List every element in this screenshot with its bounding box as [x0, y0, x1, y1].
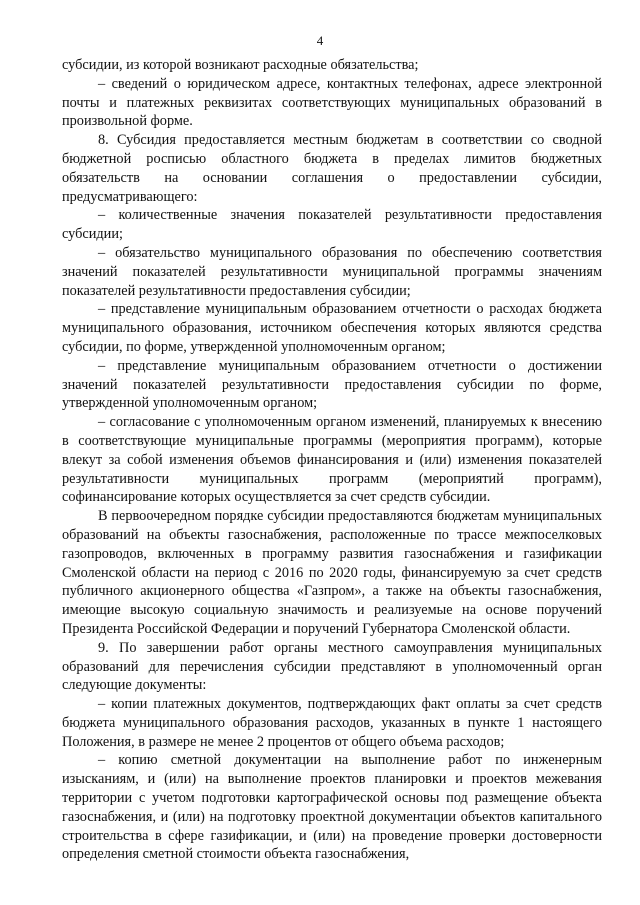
paragraph-contact-details: – сведений о юридическом адресе, контактных телефонах, адресе электронной почты и платежных реквизитах соответствующих муниципальных образований в произвольной форме. — [62, 75, 602, 130]
paragraph-item-8: 8. Субсидия предоставляется местным бюджетам в соответствии со сводной бюджетной росписью областного бюджета в пределах лимитов бюджетных обязательств на основании соглашения о предоставлении субсидии, предусматривающего: — [62, 132, 602, 205]
document-body — [62, 56, 602, 864]
paragraph-estimate-copy: – копию сметной документации на выполнение работ по инженерным изысканиям, и (или) на выполнение проектов планировки и проектов межевания территории с учетом подготовки картографической основы под размещение объекта газоснабжения, и (или) на подготовку проектной документации объектов капитального строительства в сфере газификации, и (или) на проведение проверки достоверности определения сметной стоимости объекта газоснабжения, — [62, 752, 602, 863]
paragraph-subsidy-obligations: субсидии, из которой возникают расходные обязательства; — [62, 57, 419, 73]
paragraph-item-9: 9. По завершении работ органы местного самоуправления муниципальных образований для перечисления субсидии представляют в уполномоченный орган следующие документы: — [62, 639, 602, 694]
paragraph-expense-reporting: – представление муниципальным образованием отчетности о расходах бюджета муниципального образования, источником обеспечения которых являются средства субсидии, по форме, утвержденной уполномоченным органом; — [62, 301, 602, 355]
paragraph-indicator-values: – количественные значения показателей результативности предоставления субсидии; — [62, 207, 602, 243]
paragraph-payment-copies: – копии платежных документов, подтверждающих факт оплаты за счет средств бюджета муниципального образования расходов, указанных в пункте 1 настоящего Положения, в размере не менее 2 процентов от общего объема расходов; — [62, 696, 602, 750]
page-number: 4 — [316, 33, 324, 48]
paragraph-compliance-obligation: – обязательство муниципального образования по обеспечению соответствия значений показателей результативности муниципальной программы значениям показателей результативности предоставления субсидии; — [62, 244, 602, 299]
paragraph-priority-order: В первоочередном порядке субсидии предоставляются бюджетам муниципальных образований на объекты газоснабжения, расположенные по трассе межпоселковых газопроводов, включенных в программу развития газоснабжения и газификации Смоленской области на период с 2016 по 2020 годы, финансируемую за счет средств публичного акционерного общества «Газпром», а также на объекты газоснабжения, имеющие высокую социальную значимость и реализуемые на основе поручений Президента Российской Федерации и поручений Губернатора Смоленской области. — [62, 508, 602, 637]
paragraph-achievement-reporting: – представление муниципальным образованием отчетности о достижении значений показателей результативности предоставления субсидии по форме, утвержденной уполномоченным органом; — [62, 357, 602, 412]
paragraph-program-changes: – согласование с уполномоченным органом изменений, планируемых к внесению в соответствующие муниципальные программы (мероприятия программ), которые влекут за собой изменения объемов финансирования и (или) изменения показателей результативности муниципальных программ (мероприятий программ), софинансирование которых осуществляется за счет средств субсидии. — [62, 414, 602, 506]
